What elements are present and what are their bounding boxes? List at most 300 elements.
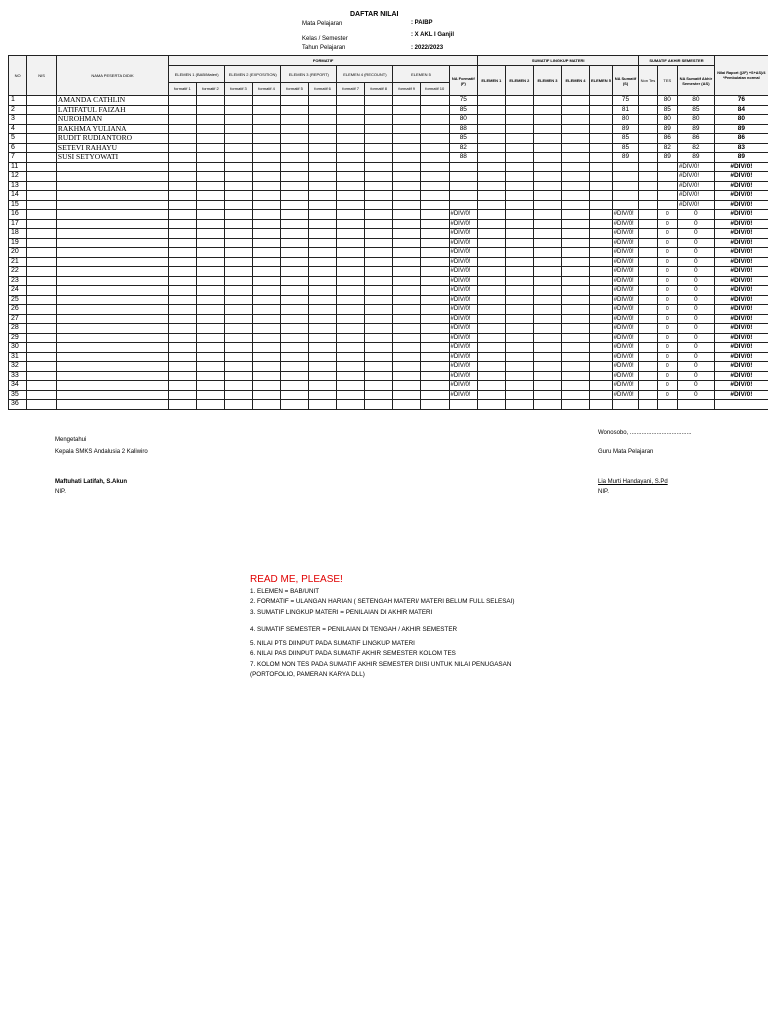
grade-cell[interactable] (590, 181, 612, 191)
nilai-raport-cell[interactable]: #DIV/0! (714, 162, 768, 172)
grade-cell[interactable] (281, 134, 309, 144)
nis-cell[interactable] (27, 96, 57, 106)
student-name[interactable] (56, 362, 168, 372)
grade-cell[interactable] (478, 115, 506, 125)
na-sumatif-cell[interactable]: #DIV/0! (612, 276, 639, 286)
row-no[interactable]: 31 (9, 352, 27, 362)
non-tes-cell[interactable] (639, 172, 657, 182)
tes-cell[interactable]: 0 (657, 333, 677, 343)
grade-cell[interactable] (505, 390, 534, 400)
grade-cell[interactable] (420, 200, 449, 210)
nis-cell[interactable] (27, 371, 57, 381)
nis-cell[interactable] (27, 333, 57, 343)
grade-cell[interactable] (169, 229, 197, 239)
grade-cell[interactable] (420, 324, 449, 334)
nilai-raport-cell[interactable]: 80 (714, 115, 768, 125)
na-sas-cell[interactable]: #DIV/0! (678, 172, 715, 182)
row-no[interactable]: 35 (9, 390, 27, 400)
tes-cell[interactable]: 0 (657, 210, 677, 220)
nis-cell[interactable] (27, 257, 57, 267)
na-sumatif-cell[interactable]: #DIV/0! (612, 257, 639, 267)
grade-cell[interactable] (196, 143, 225, 153)
grade-cell[interactable] (420, 371, 449, 381)
grade-cell[interactable] (478, 371, 506, 381)
grade-cell[interactable] (252, 400, 281, 410)
non-tes-cell[interactable] (639, 333, 657, 343)
row-no[interactable]: 28 (9, 324, 27, 334)
grade-cell[interactable] (169, 305, 197, 315)
grade-cell[interactable] (393, 324, 421, 334)
grade-cell[interactable] (590, 115, 612, 125)
grade-cell[interactable] (225, 191, 253, 201)
row-no[interactable]: 25 (9, 295, 27, 305)
grade-cell[interactable] (420, 143, 449, 153)
na-formatif-cell[interactable]: #DIV/0! (449, 381, 478, 391)
grade-cell[interactable] (364, 343, 393, 353)
na-formatif-cell[interactable]: #DIV/0! (449, 343, 478, 353)
na-sas-cell[interactable]: #DIV/0! (678, 191, 715, 201)
student-name[interactable] (56, 267, 168, 277)
grade-cell[interactable] (561, 276, 590, 286)
grade-cell[interactable] (169, 352, 197, 362)
na-sumatif-cell[interactable]: #DIV/0! (612, 352, 639, 362)
nis-cell[interactable] (27, 305, 57, 315)
na-sumatif-cell[interactable]: #DIV/0! (612, 362, 639, 372)
student-name[interactable] (56, 238, 168, 248)
student-name[interactable]: AMANDA CATHLIN (56, 96, 168, 106)
grade-cell[interactable] (364, 124, 393, 134)
student-name[interactable] (56, 371, 168, 381)
na-sas-cell[interactable]: 0 (678, 286, 715, 296)
row-no[interactable]: 26 (9, 305, 27, 315)
grade-cell[interactable] (196, 352, 225, 362)
grade-cell[interactable] (534, 162, 562, 172)
nilai-raport-cell[interactable]: #DIV/0! (714, 238, 768, 248)
grade-cell[interactable] (252, 238, 281, 248)
grade-cell[interactable] (308, 229, 337, 239)
grade-cell[interactable] (590, 219, 612, 229)
student-name[interactable] (56, 172, 168, 182)
grade-cell[interactable] (393, 115, 421, 125)
row-no[interactable]: 11 (9, 162, 27, 172)
grade-cell[interactable] (505, 314, 534, 324)
grade-cell[interactable] (364, 362, 393, 372)
na-sas-cell[interactable]: 0 (678, 343, 715, 353)
nis-cell[interactable] (27, 267, 57, 277)
grade-cell[interactable] (534, 238, 562, 248)
grade-cell[interactable] (561, 115, 590, 125)
na-sumatif-cell[interactable]: 80 (612, 115, 639, 125)
grade-cell[interactable] (420, 96, 449, 106)
grade-cell[interactable] (252, 352, 281, 362)
tes-cell[interactable]: 0 (657, 229, 677, 239)
nis-cell[interactable] (27, 115, 57, 125)
tes-cell[interactable]: 0 (657, 324, 677, 334)
grade-cell[interactable] (364, 162, 393, 172)
grade-cell[interactable] (364, 143, 393, 153)
na-formatif-cell[interactable]: #DIV/0! (449, 267, 478, 277)
grade-cell[interactable] (478, 295, 506, 305)
tes-cell[interactable]: 0 (657, 219, 677, 229)
grade-cell[interactable] (169, 381, 197, 391)
grade-cell[interactable] (364, 248, 393, 258)
grade-cell[interactable] (420, 400, 449, 410)
grade-cell[interactable] (252, 134, 281, 144)
grade-cell[interactable] (534, 96, 562, 106)
grade-cell[interactable] (393, 352, 421, 362)
grade-cell[interactable] (505, 324, 534, 334)
grade-cell[interactable] (420, 219, 449, 229)
student-name[interactable]: RAKHMA YULIANA (56, 124, 168, 134)
nilai-raport-cell[interactable]: #DIV/0! (714, 191, 768, 201)
na-sas-cell[interactable]: 0 (678, 248, 715, 258)
grade-cell[interactable] (590, 390, 612, 400)
grade-cell[interactable] (169, 343, 197, 353)
grade-cell[interactable] (337, 257, 365, 267)
nis-cell[interactable] (27, 362, 57, 372)
na-formatif-cell[interactable]: #DIV/0! (449, 257, 478, 267)
grade-cell[interactable] (561, 124, 590, 134)
grade-cell[interactable] (337, 381, 365, 391)
grade-cell[interactable] (337, 143, 365, 153)
grade-cell[interactable] (169, 210, 197, 220)
na-sas-cell[interactable]: 0 (678, 295, 715, 305)
grade-cell[interactable] (590, 324, 612, 334)
non-tes-cell[interactable] (639, 381, 657, 391)
grade-cell[interactable] (252, 267, 281, 277)
row-no[interactable]: 29 (9, 333, 27, 343)
grade-cell[interactable] (169, 362, 197, 372)
grade-cell[interactable] (478, 343, 506, 353)
grade-cell[interactable] (252, 371, 281, 381)
tes-cell[interactable]: 80 (657, 96, 677, 106)
grade-cell[interactable] (590, 172, 612, 182)
grade-cell[interactable] (561, 172, 590, 182)
nilai-raport-cell[interactable]: #DIV/0! (714, 333, 768, 343)
grade-cell[interactable] (420, 276, 449, 286)
grade-cell[interactable] (505, 115, 534, 125)
grade-cell[interactable] (420, 305, 449, 315)
grade-cell[interactable] (169, 248, 197, 258)
na-sumatif-cell[interactable] (612, 181, 639, 191)
grade-cell[interactable] (534, 210, 562, 220)
row-no[interactable]: 1 (9, 96, 27, 106)
grade-cell[interactable] (337, 248, 365, 258)
grade-cell[interactable] (252, 172, 281, 182)
grade-cell[interactable] (225, 371, 253, 381)
non-tes-cell[interactable] (639, 219, 657, 229)
grade-cell[interactable] (308, 381, 337, 391)
na-sumatif-cell[interactable]: #DIV/0! (612, 210, 639, 220)
grade-cell[interactable] (420, 115, 449, 125)
grade-cell[interactable] (196, 267, 225, 277)
grade-cell[interactable] (364, 134, 393, 144)
grade-cell[interactable] (420, 124, 449, 134)
grade-cell[interactable] (561, 343, 590, 353)
grade-cell[interactable] (393, 105, 421, 115)
grade-cell[interactable] (478, 390, 506, 400)
na-formatif-cell[interactable]: 85 (449, 105, 478, 115)
grade-cell[interactable] (505, 248, 534, 258)
grade-cell[interactable] (505, 229, 534, 239)
tes-cell[interactable]: 0 (657, 314, 677, 324)
grade-cell[interactable] (252, 333, 281, 343)
grade-cell[interactable] (590, 333, 612, 343)
grade-cell[interactable] (505, 352, 534, 362)
row-no[interactable]: 33 (9, 371, 27, 381)
grade-cell[interactable] (478, 333, 506, 343)
grade-cell[interactable] (364, 314, 393, 324)
na-formatif-cell[interactable]: #DIV/0! (449, 324, 478, 334)
grade-cell[interactable] (534, 134, 562, 144)
na-sas-cell[interactable]: 0 (678, 229, 715, 239)
nis-cell[interactable] (27, 172, 57, 182)
row-no[interactable]: 23 (9, 276, 27, 286)
student-name[interactable] (56, 324, 168, 334)
grade-cell[interactable] (393, 96, 421, 106)
grade-cell[interactable] (308, 248, 337, 258)
nilai-raport-cell[interactable]: #DIV/0! (714, 324, 768, 334)
tes-cell[interactable]: 89 (657, 153, 677, 163)
na-sumatif-cell[interactable]: 81 (612, 105, 639, 115)
grade-cell[interactable] (393, 124, 421, 134)
grade-cell[interactable] (657, 400, 677, 410)
grade-cell[interactable] (308, 105, 337, 115)
grade-cell[interactable] (169, 162, 197, 172)
grade-cell[interactable] (590, 124, 612, 134)
row-no[interactable]: 12 (9, 172, 27, 182)
student-name[interactable]: SUSI SETYOWATI (56, 153, 168, 163)
grade-cell[interactable] (196, 343, 225, 353)
non-tes-cell[interactable] (639, 200, 657, 210)
student-name[interactable] (56, 200, 168, 210)
grade-cell[interactable] (561, 324, 590, 334)
grade-cell[interactable] (308, 390, 337, 400)
tes-cell[interactable]: 85 (657, 105, 677, 115)
non-tes-cell[interactable] (639, 343, 657, 353)
non-tes-cell[interactable] (639, 238, 657, 248)
student-name[interactable] (56, 305, 168, 315)
grade-cell[interactable] (534, 143, 562, 153)
grade-cell[interactable] (534, 219, 562, 229)
grade-cell[interactable] (364, 371, 393, 381)
grade-cell[interactable] (561, 191, 590, 201)
na-sas-cell[interactable]: 89 (678, 124, 715, 134)
na-sas-cell[interactable]: 82 (678, 143, 715, 153)
grade-cell[interactable] (281, 153, 309, 163)
grade-cell[interactable] (337, 153, 365, 163)
grade-cell[interactable] (225, 333, 253, 343)
grade-cell[interactable] (590, 371, 612, 381)
grade-cell[interactable] (225, 210, 253, 220)
grade-cell[interactable] (252, 115, 281, 125)
non-tes-cell[interactable] (639, 305, 657, 315)
nis-cell[interactable] (27, 343, 57, 353)
grade-cell[interactable] (196, 96, 225, 106)
grade-cell[interactable] (505, 371, 534, 381)
grade-cell[interactable] (281, 333, 309, 343)
grade-cell[interactable] (337, 124, 365, 134)
grade-cell[interactable] (590, 314, 612, 324)
grade-cell[interactable] (420, 191, 449, 201)
grade-cell[interactable] (281, 181, 309, 191)
tes-cell[interactable]: 0 (657, 305, 677, 315)
grade-cell[interactable] (478, 305, 506, 315)
nilai-raport-cell[interactable]: #DIV/0! (714, 267, 768, 277)
grade-cell[interactable] (337, 390, 365, 400)
grade-cell[interactable] (196, 124, 225, 134)
na-formatif-cell[interactable]: #DIV/0! (449, 333, 478, 343)
grade-cell[interactable] (308, 286, 337, 296)
grade-cell[interactable] (169, 153, 197, 163)
grade-cell[interactable] (505, 238, 534, 248)
nis-cell[interactable] (27, 286, 57, 296)
nilai-raport-cell[interactable]: #DIV/0! (714, 343, 768, 353)
grade-cell[interactable] (505, 362, 534, 372)
nilai-raport-cell[interactable]: #DIV/0! (714, 286, 768, 296)
nis-cell[interactable] (27, 238, 57, 248)
grade-cell[interactable] (420, 362, 449, 372)
grade-cell[interactable] (337, 286, 365, 296)
student-name[interactable]: SETEVI RAHAYU (56, 143, 168, 153)
grade-cell[interactable] (590, 134, 612, 144)
grade-cell[interactable] (252, 96, 281, 106)
na-sas-cell[interactable]: 0 (678, 324, 715, 334)
grade-cell[interactable] (281, 276, 309, 286)
grade-cell[interactable] (505, 105, 534, 115)
grade-cell[interactable] (639, 400, 657, 410)
grade-cell[interactable] (420, 333, 449, 343)
row-no[interactable]: 19 (9, 238, 27, 248)
grade-cell[interactable] (308, 124, 337, 134)
na-sumatif-cell[interactable]: 85 (612, 143, 639, 153)
na-sumatif-cell[interactable]: #DIV/0! (612, 333, 639, 343)
nilai-raport-cell[interactable]: #DIV/0! (714, 210, 768, 220)
student-name[interactable]: NUROHMAN (56, 115, 168, 125)
grade-cell[interactable] (590, 105, 612, 115)
grade-cell[interactable] (252, 124, 281, 134)
grade-cell[interactable] (561, 267, 590, 277)
grade-cell[interactable] (478, 324, 506, 334)
grade-cell[interactable] (225, 143, 253, 153)
grade-cell[interactable] (337, 238, 365, 248)
grade-cell[interactable] (364, 191, 393, 201)
grade-cell[interactable] (169, 134, 197, 144)
grade-cell[interactable] (308, 153, 337, 163)
nilai-raport-cell[interactable]: #DIV/0! (714, 390, 768, 400)
grade-cell[interactable] (196, 238, 225, 248)
tes-cell[interactable]: 0 (657, 248, 677, 258)
tes-cell[interactable]: 89 (657, 124, 677, 134)
na-sas-cell[interactable]: 85 (678, 105, 715, 115)
grade-cell[interactable] (308, 143, 337, 153)
na-formatif-cell[interactable]: #DIV/0! (449, 390, 478, 400)
na-formatif-cell[interactable]: #DIV/0! (449, 295, 478, 305)
grade-cell[interactable] (364, 390, 393, 400)
student-name[interactable] (56, 276, 168, 286)
grade-cell[interactable] (308, 314, 337, 324)
non-tes-cell[interactable] (639, 181, 657, 191)
grade-cell[interactable] (225, 229, 253, 239)
grade-cell[interactable] (590, 96, 612, 106)
grade-cell[interactable] (225, 324, 253, 334)
grade-cell[interactable] (561, 200, 590, 210)
grade-cell[interactable] (196, 286, 225, 296)
student-name[interactable] (56, 314, 168, 324)
grade-cell[interactable] (225, 96, 253, 106)
grade-cell[interactable] (196, 257, 225, 267)
grade-cell[interactable] (169, 371, 197, 381)
grade-cell[interactable] (252, 248, 281, 258)
grade-cell[interactable] (449, 400, 478, 410)
tes-cell[interactable]: 0 (657, 295, 677, 305)
grade-cell[interactable] (225, 390, 253, 400)
tes-cell[interactable] (657, 181, 677, 191)
student-name[interactable] (56, 352, 168, 362)
grade-cell[interactable] (534, 191, 562, 201)
row-no[interactable]: 4 (9, 124, 27, 134)
na-sumatif-cell[interactable]: #DIV/0! (612, 314, 639, 324)
grade-cell[interactable] (281, 343, 309, 353)
grade-cell[interactable] (393, 314, 421, 324)
grade-cell[interactable] (252, 362, 281, 372)
grade-cell[interactable] (252, 229, 281, 239)
nilai-raport-cell[interactable]: 83 (714, 143, 768, 153)
tes-cell[interactable]: 0 (657, 352, 677, 362)
grade-cell[interactable] (337, 105, 365, 115)
grade-cell[interactable] (169, 314, 197, 324)
grade-cell[interactable] (196, 115, 225, 125)
na-formatif-cell[interactable]: #DIV/0! (449, 210, 478, 220)
student-name[interactable]: LATIFATUL FAIZAH (56, 105, 168, 115)
grade-cell[interactable] (281, 219, 309, 229)
tes-cell[interactable]: 0 (657, 390, 677, 400)
grade-cell[interactable] (225, 276, 253, 286)
grade-cell[interactable] (478, 124, 506, 134)
na-sumatif-cell[interactable]: #DIV/0! (612, 229, 639, 239)
grade-cell[interactable] (393, 181, 421, 191)
grade-cell[interactable] (561, 362, 590, 372)
nilai-raport-cell[interactable]: 76 (714, 96, 768, 106)
grade-cell[interactable] (252, 305, 281, 315)
student-name[interactable] (56, 210, 168, 220)
na-formatif-cell[interactable]: #DIV/0! (449, 276, 478, 286)
grade-cell[interactable] (393, 153, 421, 163)
grade-cell[interactable] (196, 162, 225, 172)
grade-cell[interactable] (169, 105, 197, 115)
grade-cell[interactable] (337, 324, 365, 334)
na-formatif-cell[interactable]: #DIV/0! (449, 305, 478, 315)
grade-cell[interactable] (308, 191, 337, 201)
grade-cell[interactable] (478, 400, 506, 410)
grade-cell[interactable] (225, 248, 253, 258)
grade-cell[interactable] (281, 324, 309, 334)
grade-cell[interactable] (225, 362, 253, 372)
grade-cell[interactable] (308, 267, 337, 277)
na-sas-cell[interactable]: #DIV/0! (678, 200, 715, 210)
student-name[interactable] (56, 181, 168, 191)
grade-cell[interactable] (505, 124, 534, 134)
na-sumatif-cell[interactable] (612, 200, 639, 210)
grade-cell[interactable] (534, 172, 562, 182)
grade-cell[interactable] (281, 115, 309, 125)
nilai-raport-cell[interactable]: #DIV/0! (714, 381, 768, 391)
grade-cell[interactable] (281, 390, 309, 400)
grade-cell[interactable] (252, 324, 281, 334)
tes-cell[interactable]: 0 (657, 257, 677, 267)
grade-cell[interactable] (196, 381, 225, 391)
grade-cell[interactable] (281, 381, 309, 391)
